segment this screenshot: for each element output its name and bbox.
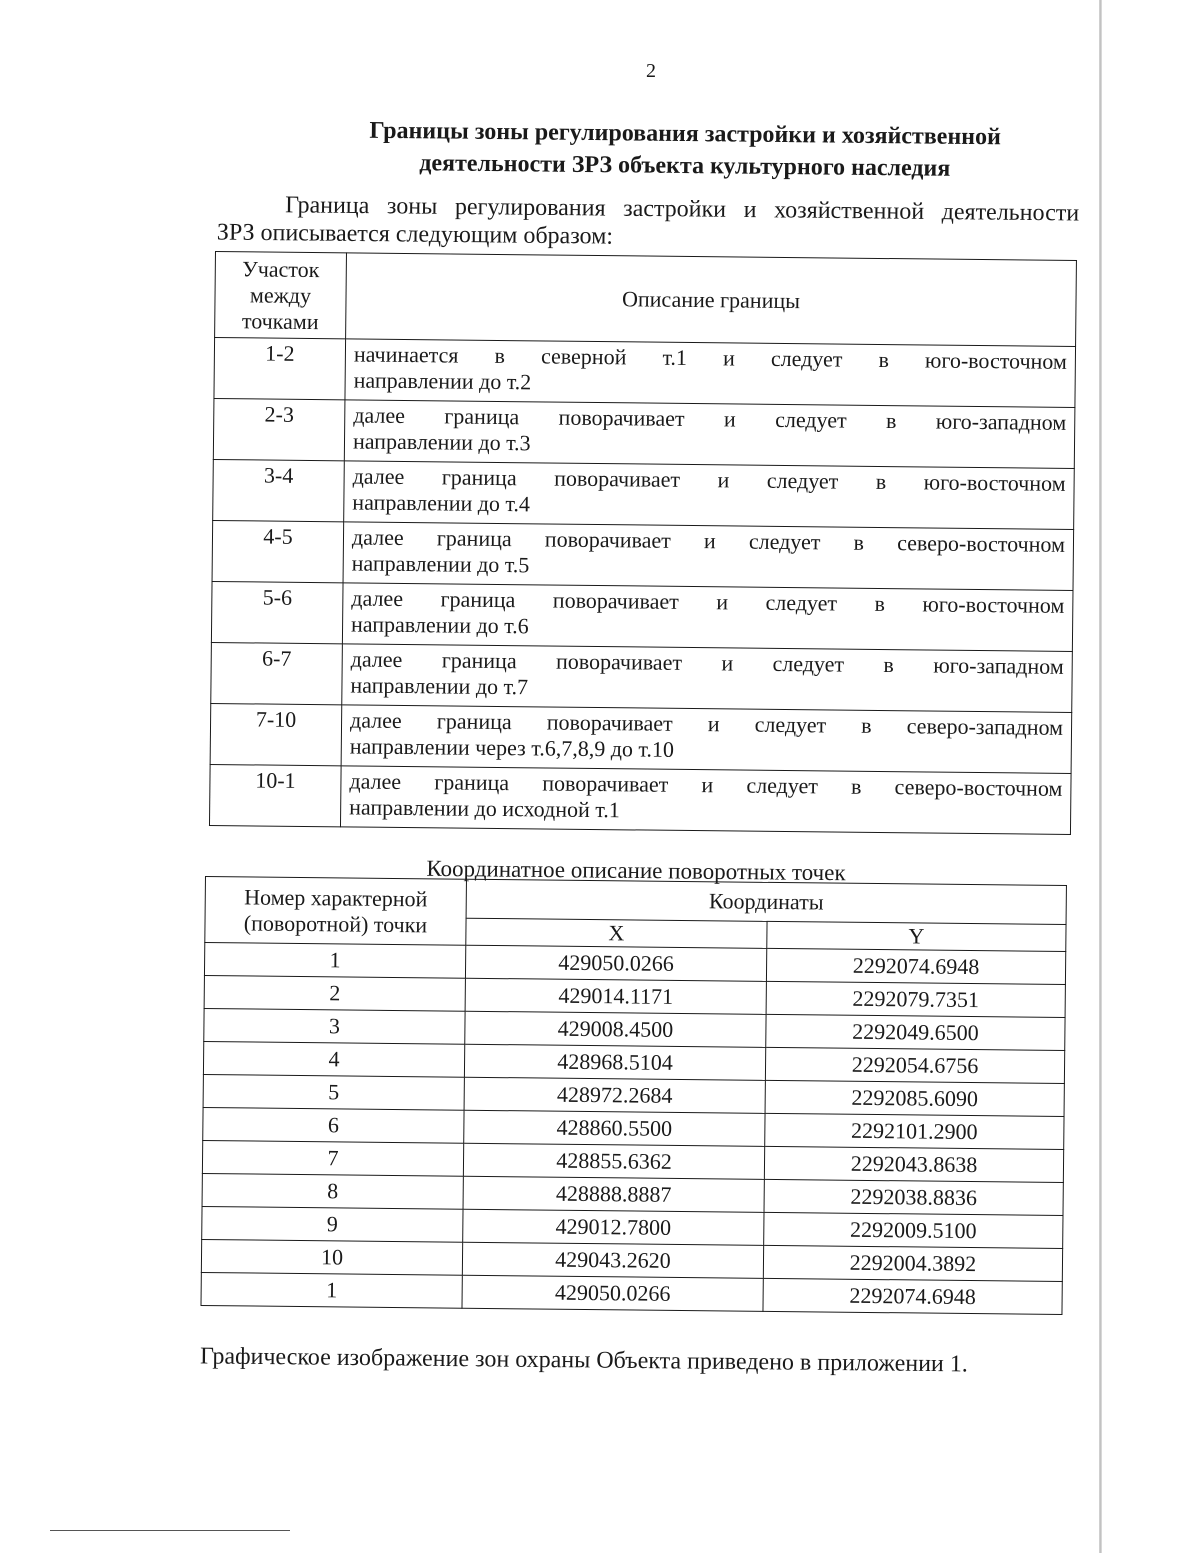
document-title bbox=[300, 114, 1071, 186]
x-coordinate-cell: 429050.0266 bbox=[465, 945, 766, 981]
y-coordinate-cell: 2292038.8836 bbox=[764, 1179, 1063, 1215]
y-coordinate-cell: 2292074.6948 bbox=[766, 948, 1065, 984]
table-row bbox=[213, 459, 1075, 529]
description-line-2: направлении через т.6,7,8,9 до т.10 bbox=[349, 733, 675, 762]
x-coordinate-cell: 429043.2620 bbox=[462, 1242, 763, 1278]
point-number-cell: 7 bbox=[202, 1140, 463, 1176]
description-line-1: далее граница поворачивает и следует в северо-восточном bbox=[351, 524, 1066, 557]
table-row bbox=[209, 764, 1071, 834]
description-line-1: далее граница поворачивает и следует в юго-восточном bbox=[351, 585, 1065, 618]
point-number-cell: 8 bbox=[202, 1173, 463, 1209]
y-coordinate-cell: 2292009.5100 bbox=[764, 1212, 1063, 1248]
coordinates-caption: Координатное описание поворотных точек bbox=[426, 855, 846, 886]
point-number-cell: 2 bbox=[204, 975, 465, 1011]
point-number-cell: 6 bbox=[203, 1107, 464, 1143]
y-coordinate-cell: 2292074.6948 bbox=[763, 1278, 1062, 1314]
point-number-cell: 3 bbox=[204, 1008, 465, 1044]
description-cell bbox=[345, 339, 1076, 408]
boundary-description-table bbox=[209, 251, 1077, 835]
footnote-divider bbox=[50, 1530, 290, 1531]
table-row bbox=[211, 642, 1073, 712]
x-coordinate-cell: 429008.4500 bbox=[465, 1011, 766, 1047]
description-line-1: далее граница поворачивает и следует в юго-западном bbox=[350, 646, 1064, 679]
x-coordinate-cell: 428972.2684 bbox=[464, 1077, 765, 1113]
y-coordinate-cell: 2292054.6756 bbox=[765, 1047, 1064, 1083]
coordinates-group-header: Координаты bbox=[466, 879, 1066, 924]
scan-page-edge bbox=[1099, 0, 1102, 1553]
table-row bbox=[211, 581, 1073, 651]
x-column-header: X bbox=[466, 918, 767, 948]
description-cell bbox=[341, 705, 1072, 774]
boundary-table-header bbox=[215, 252, 1077, 347]
table-row bbox=[213, 398, 1075, 468]
x-coordinate-cell: 428855.6362 bbox=[463, 1143, 764, 1179]
description-line-2: направлении до т.5 bbox=[351, 550, 530, 578]
description-line-1: начинается в северной т.1 и следует в юго-восточном bbox=[353, 341, 1068, 374]
description-cell bbox=[342, 583, 1073, 652]
title-line-2: деятельности ЗРЗ объекта культурного наследия bbox=[419, 150, 951, 182]
description-cell bbox=[340, 766, 1071, 835]
description-cell bbox=[344, 400, 1075, 469]
description-line-1: далее граница поворачивает и следует в юго-западном bbox=[353, 402, 1067, 435]
description-line-1: далее граница поворачивает и следует в северо-западном bbox=[349, 707, 1064, 740]
x-coordinate-cell: 429014.1171 bbox=[465, 978, 766, 1014]
description-line-2: направлении до т.3 bbox=[352, 428, 531, 456]
intro-line-2: ЗРЗ описывается следующим образом: bbox=[216, 219, 614, 250]
y-coordinate-cell: 2292004.3892 bbox=[763, 1245, 1062, 1281]
coordinates-table bbox=[200, 876, 1066, 1315]
segment-header-line-1: Участок bbox=[242, 255, 320, 282]
table-row bbox=[214, 338, 1076, 408]
y-coordinate-cell: 2292043.8638 bbox=[764, 1146, 1063, 1182]
description-line-2: направлении до т.7 bbox=[350, 672, 529, 700]
segment-cell: 3-4 bbox=[213, 459, 345, 521]
description-line-2: направлении до исходной т.1 bbox=[349, 794, 620, 823]
segment-cell: 10-1 bbox=[209, 764, 341, 826]
intro-paragraph bbox=[217, 190, 1080, 255]
footer-note: Графическое изображение зон охраны Объекта приведено в приложении 1. bbox=[199, 1343, 968, 1378]
segment-header-line-2: между bbox=[249, 281, 312, 308]
x-coordinate-cell: 428888.8887 bbox=[463, 1176, 764, 1212]
segment-cell: 1-2 bbox=[214, 338, 346, 400]
description-cell bbox=[342, 644, 1073, 713]
y-coordinate-cell: 2292049.6500 bbox=[766, 1014, 1065, 1050]
y-column-header: Y bbox=[767, 921, 1066, 951]
coords-header-row-1 bbox=[205, 877, 1066, 925]
intro-line-1: Граница зоны регулирования застройки и хозяйственной деятельности bbox=[285, 192, 1080, 227]
point-number-cell: 9 bbox=[202, 1206, 463, 1242]
segment-cell: 4-5 bbox=[212, 520, 344, 582]
x-coordinate-cell: 428968.5104 bbox=[464, 1044, 765, 1080]
description-line-2: направлении до т.4 bbox=[352, 489, 531, 517]
description-cell bbox=[343, 522, 1074, 591]
title-line-1: Границы зоны регулирования застройки и хозяйственной bbox=[369, 117, 1002, 151]
x-coordinate-cell: 429012.7800 bbox=[463, 1209, 764, 1245]
description-cell bbox=[344, 461, 1075, 530]
description-line-2: направлении до т.6 bbox=[350, 611, 529, 639]
point-number-cell: 5 bbox=[203, 1074, 464, 1110]
description-line-1: далее граница поворачивает и следует в северо-восточном bbox=[349, 768, 1063, 801]
segment-cell: 7-10 bbox=[210, 703, 342, 765]
y-coordinate-cell: 2292085.6090 bbox=[765, 1080, 1064, 1116]
x-coordinate-cell: 429050.0266 bbox=[462, 1275, 763, 1311]
point-header-line-2: (поворотной) точки bbox=[243, 909, 428, 937]
segment-cell: 6-7 bbox=[211, 642, 343, 704]
point-number-cell: 1 bbox=[204, 943, 465, 979]
segment-cell: 2-3 bbox=[213, 398, 345, 460]
segment-column-header bbox=[215, 252, 347, 339]
point-number-cell: 1 bbox=[201, 1272, 462, 1308]
point-number-column-header bbox=[205, 877, 467, 946]
y-coordinate-cell: 2292101.2900 bbox=[765, 1113, 1064, 1149]
table-row bbox=[210, 703, 1072, 773]
page-number: 2 bbox=[646, 60, 656, 82]
segment-header-line-3: точками bbox=[241, 307, 319, 334]
point-number-cell: 10 bbox=[201, 1239, 462, 1275]
coordinates-table-body bbox=[201, 943, 1066, 1315]
point-number-cell: 4 bbox=[203, 1041, 464, 1077]
description-line-2: направлении до т.2 bbox=[353, 367, 532, 395]
description-line-1: далее граница поворачивает и следует в юго-восточном bbox=[352, 463, 1066, 496]
description-column-header: Описание границы bbox=[346, 253, 1077, 347]
point-header-line-1: Номер характерной bbox=[244, 883, 428, 911]
table-row bbox=[212, 520, 1074, 590]
boundary-table-body bbox=[209, 338, 1075, 835]
segment-cell: 5-6 bbox=[211, 581, 343, 643]
x-coordinate-cell: 428860.5500 bbox=[464, 1110, 765, 1146]
y-coordinate-cell: 2292079.7351 bbox=[766, 981, 1065, 1017]
